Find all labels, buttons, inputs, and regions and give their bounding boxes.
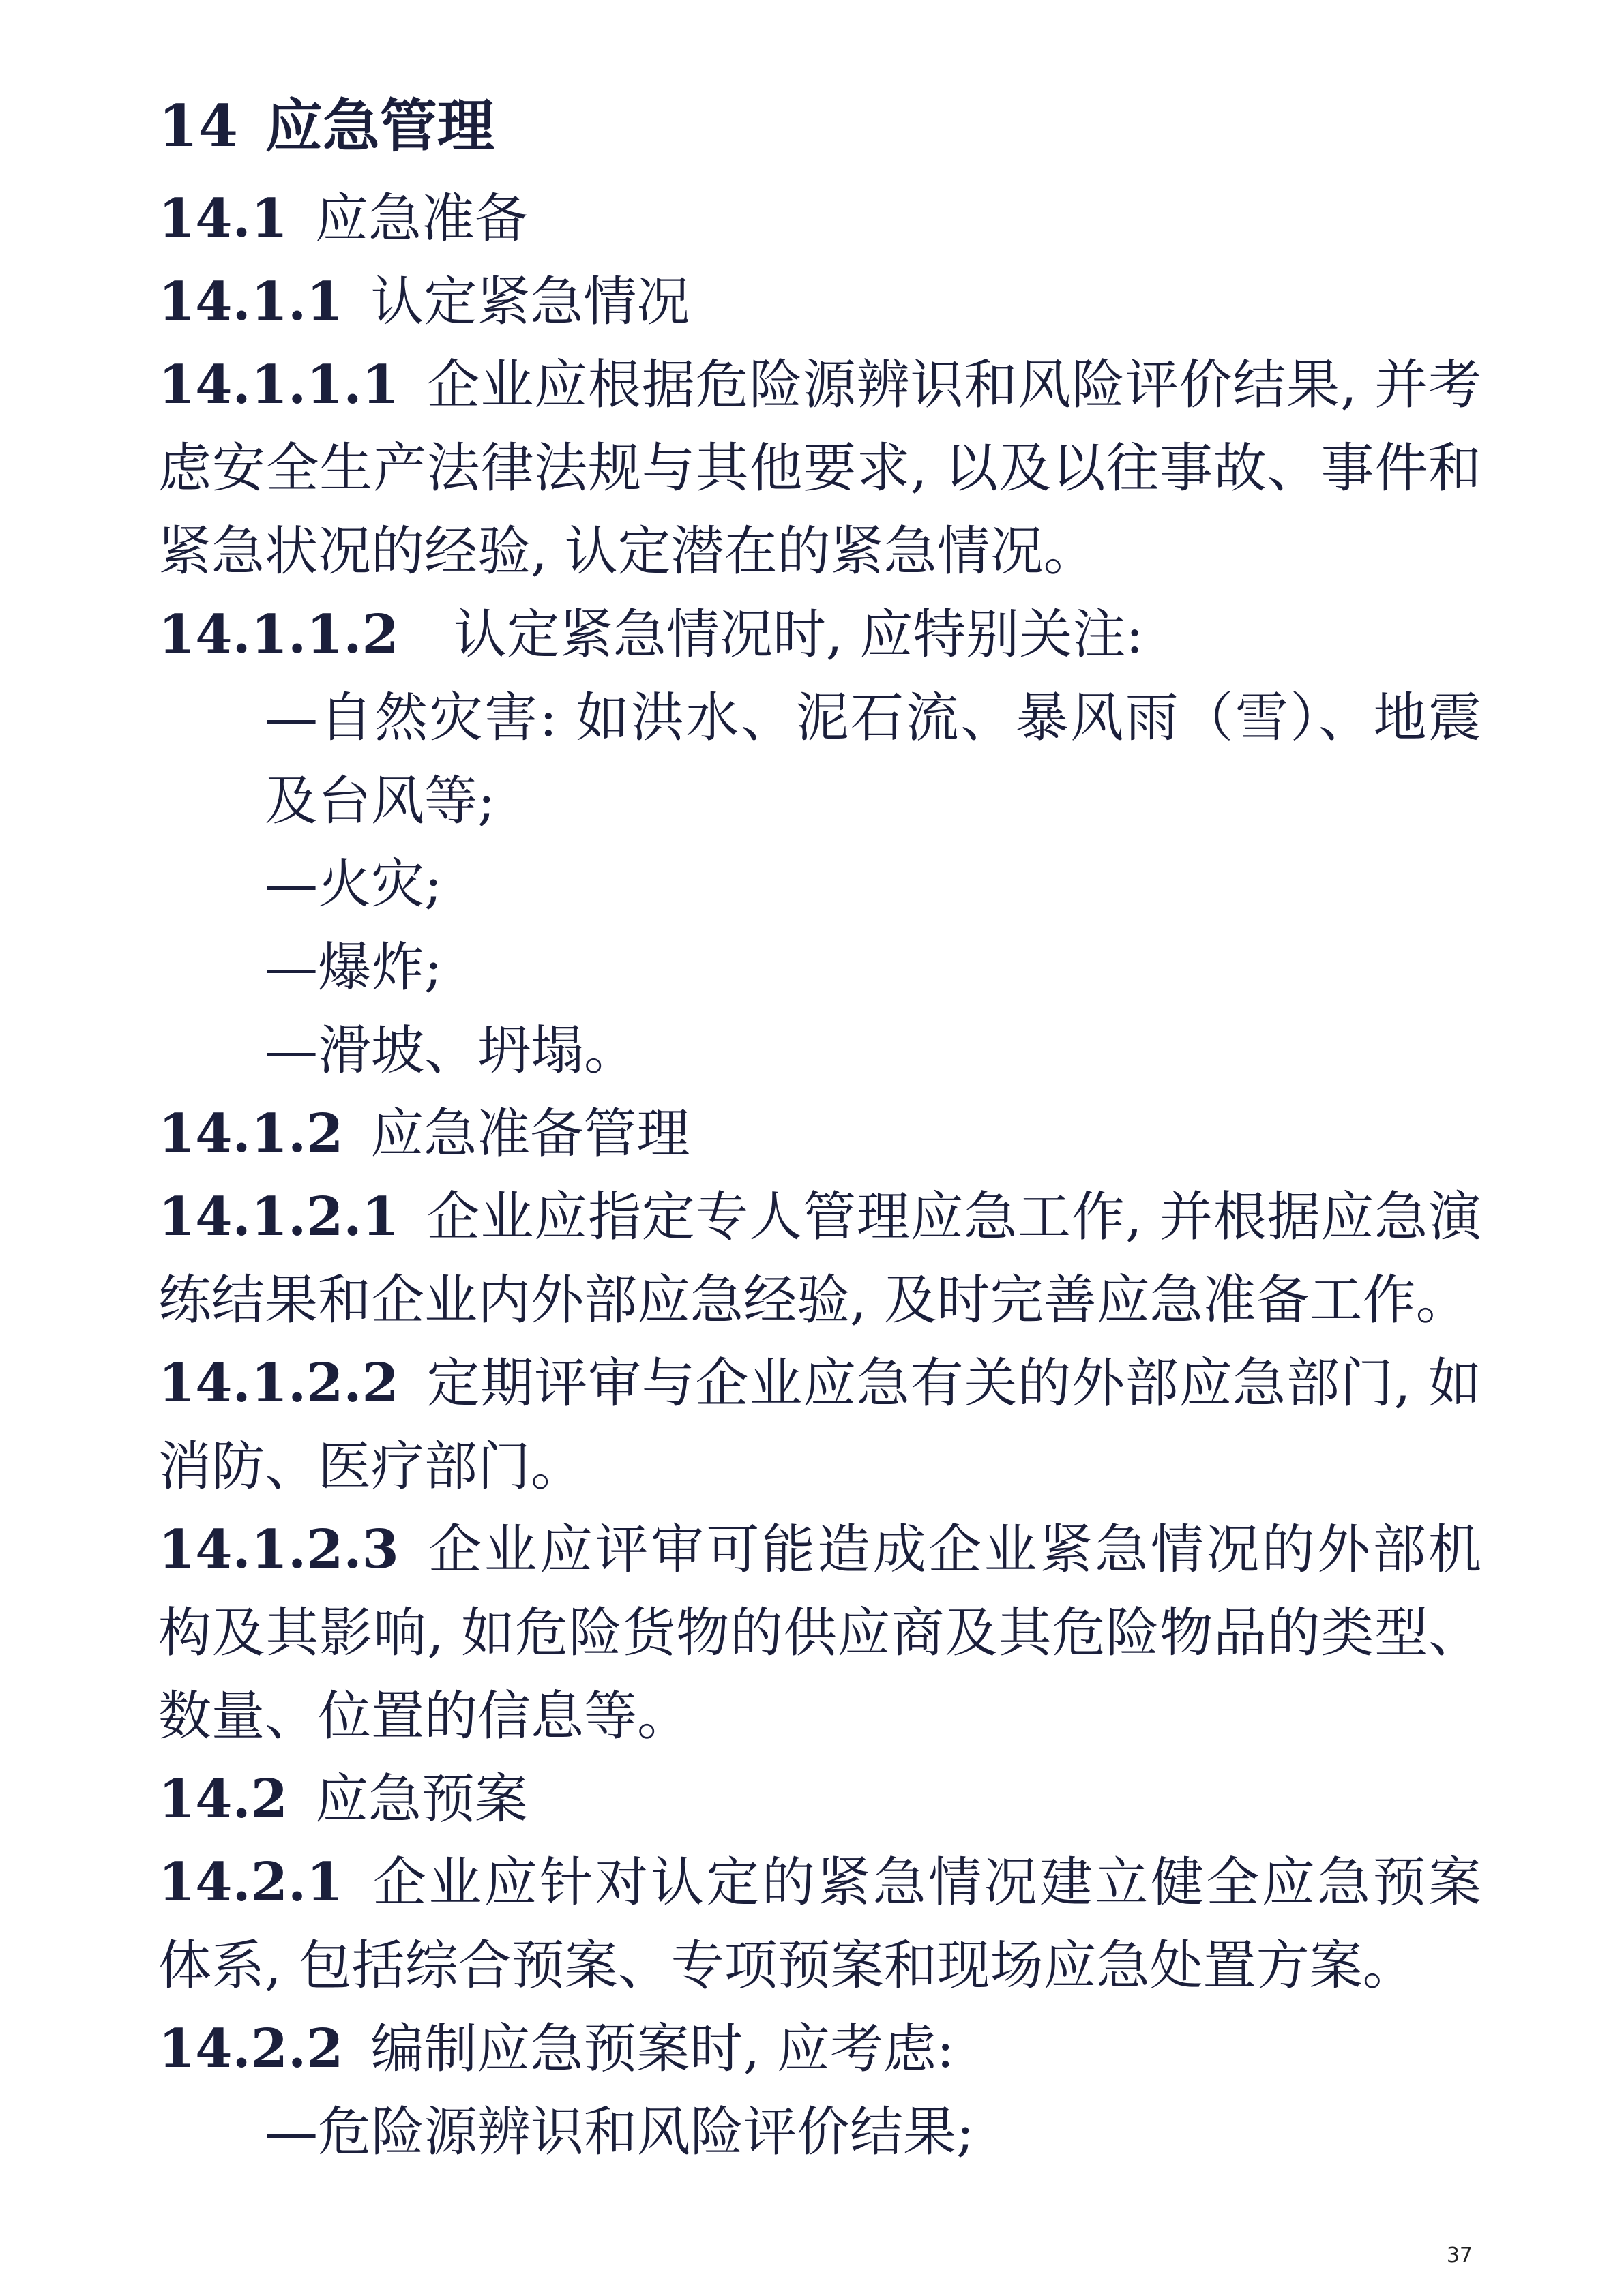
list-item: —爆炸; [265,937,443,998]
list-item: —滑坡、坍塌。 [265,1020,638,1082]
clause-14-1-2-3 [158,1508,1481,1758]
section-title: 应急预案 [314,1769,528,1830]
clause-14-2-2 [158,2008,1481,2091]
clause-text: 企业应评审可能造成企业紧急情况的外部机构及其影响, 如危险货物的供应商及其危险物品的类型、数量、位置的信息等。 [158,1519,1481,1747]
clause-number: 14.2.1 [158,1851,344,1913]
clause-number: 14.1.2.2 [158,1352,399,1414]
list-item: —自然灾害: 如洪水、泥石流、暴风雨（雪）、地震及台风等; [265,687,1481,832]
clause-14-1-2-1 [158,1176,1481,1342]
section-heading-14-1-1 [158,260,1481,344]
clause-text: 企业应根据危险源辨识和风险评价结果, 并考虑安全生产法律法规与其他要求, 以及以往事故、事件和紧急状况的经验, 认定潜在的紧急情况。 [158,355,1481,582]
clause-14-1-1-2 [158,593,1481,676]
section-heading-14-1 [158,177,1481,260]
section-number: 14.2 [158,1768,288,1830]
section-heading-14-1-2 [158,1092,1481,1176]
chapter-title: 应急管理 [265,92,494,160]
page-number: 37 [1446,2243,1473,2267]
clause-14-2-1 [158,1841,1481,2008]
clause-number: 14.1.2.1 [158,1186,399,1248]
clause-14-1-2-2 [158,1342,1481,1508]
clause-text: 企业应指定专人管理应急工作, 并根据应急演练结果和企业内外部应急经验, 及时完善应急准备工作。 [158,1187,1481,1331]
clause-number: 14.2.2 [158,2018,344,2080]
chapter-number: 14 [158,92,238,160]
clause-text: 认定紧急情况时, 应特别关注: [453,604,1144,666]
clause-text: 企业应针对认定的紧急情况建立健全应急预案体系, 包括综合预案、专项预案和现场应急处置方案。 [158,1852,1481,1997]
section-title: 应急准备管理 [370,1103,690,1165]
chapter-heading [158,75,1481,177]
section-title: 应急准备 [314,188,528,250]
list-item: —危险源辨识和风险评价结果; [265,2102,975,2163]
clause-14-1-1-1 [158,344,1481,593]
section-heading-14-2 [158,1758,1481,1841]
clause-text: 定期评审与企业应急有关的外部应急部门, 如消防、医疗部门。 [158,1353,1481,1497]
section-title: 认定紧急情况 [370,271,690,333]
clause-text: 编制应急预案时, 应考虑: [370,2018,955,2080]
clause-number: 14.1.1.1 [158,354,399,416]
clause-number: 14.1.2.3 [158,1519,399,1581]
section-number: 14.1 [158,188,288,250]
clause-number: 14.1.1.2 [158,603,399,666]
section-number: 14.1.2 [158,1103,344,1165]
list-item: —火灾; [265,854,443,915]
section-number: 14.1.1 [158,271,344,333]
body-text [158,75,1481,2174]
